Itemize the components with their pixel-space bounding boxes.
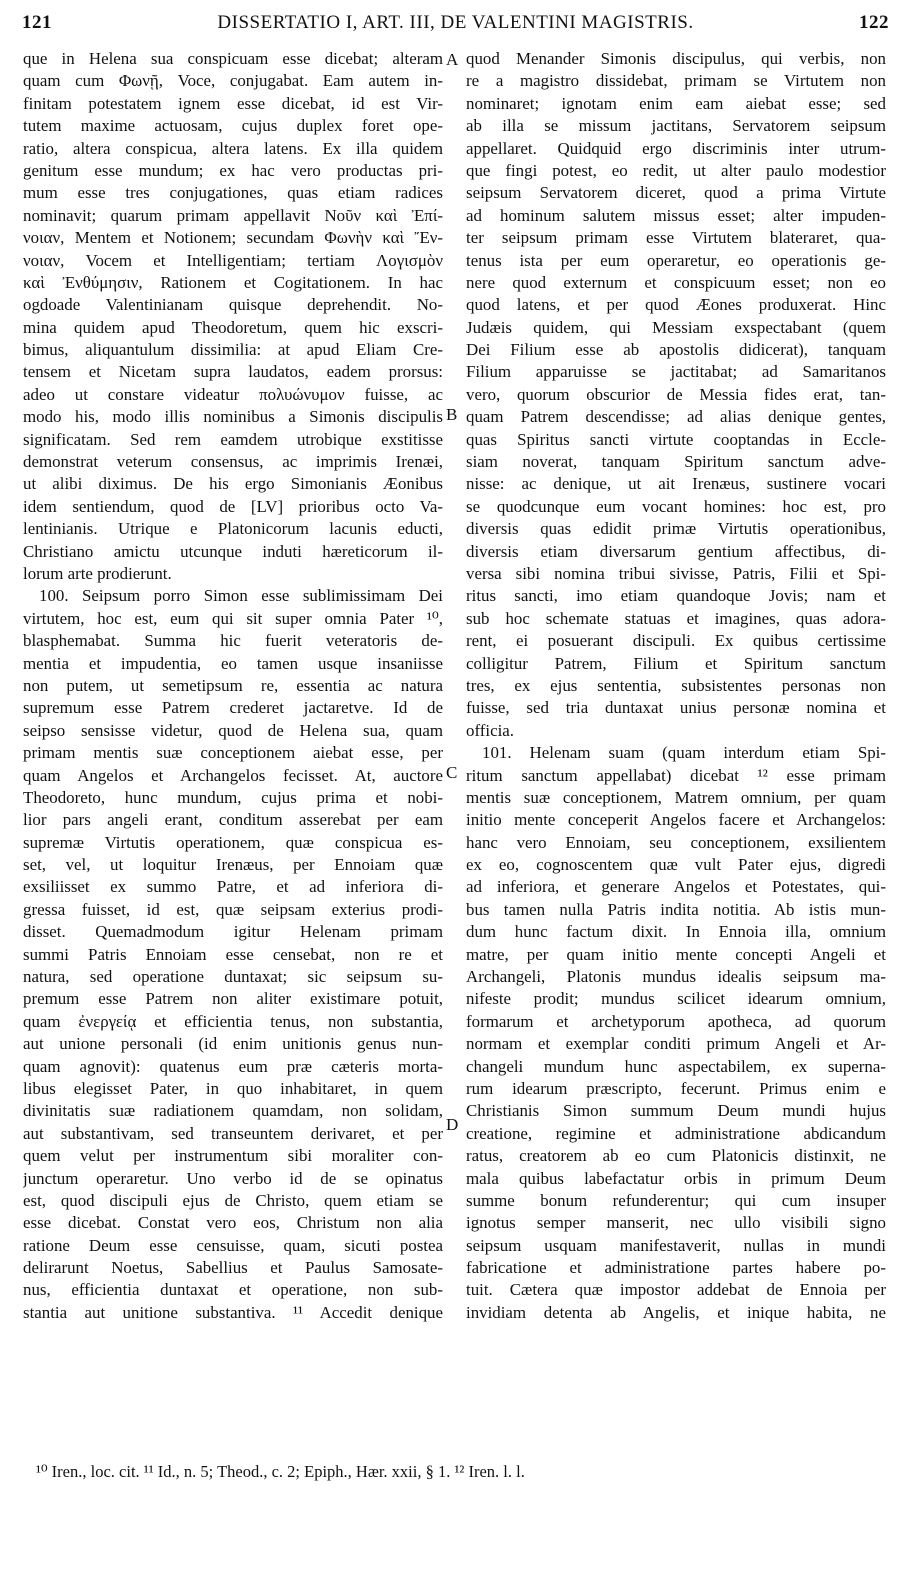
left-column-line: que in Helena sua conspicuam esse dicebat; alteram — [23, 49, 443, 68]
left-column-line: virtutem, hoc est, eum qui sit super omnia Pater ¹⁰, — [23, 608, 443, 628]
left-column-line: aut substantivam, sed transeuntem derivaret, et per — [23, 1123, 443, 1143]
right-column-line: ad hominum salutem missus esset; alter impuden- — [466, 205, 886, 225]
right-column-line: quod latens, et per quod Æones produxerat. Hinc — [466, 295, 886, 315]
left-column — [23, 48, 443, 1324]
left-column-line: stantia aut unitione substantiva. ¹¹ Accedit denique — [23, 1302, 443, 1322]
left-column-line: 100. Seipsum porro Simon esse sublimissimam Dei — [39, 586, 443, 606]
right-column-line: rum idearum præscripto, fecerunt. Primus enim e — [466, 1078, 886, 1098]
left-column-line: supremæ Virtutis operationem, quæ conspicua es- — [23, 832, 443, 852]
left-column-line: demonstrat veterum consensus, ac imprimis Irenæi, — [23, 452, 443, 472]
right-column-line: matre, per quam initio mente concepti Angeli et — [466, 944, 886, 964]
left-column-line: supremum esse Patrem crederet jactaretve. Id de — [23, 698, 443, 718]
right-column-line: sub hoc schemate statuas et imagines, quas adora- — [466, 608, 886, 628]
margin-letter-a: A — [446, 50, 459, 69]
left-column-line: tutem maxime actuosam, cujus duplex foret ope- — [23, 116, 443, 136]
left-column-line: ut alibi diximus. De his ergo Simonianis Æonibus — [23, 474, 443, 494]
left-column-line: genitum esse mundum; ex hac vero productas pri- — [23, 160, 443, 180]
right-column-line: seipsum usquam manifestaverit, nullas in mundi — [466, 1235, 886, 1255]
left-column-line: delirarunt Noetus, Sabellius et Paulus Samosate- — [23, 1258, 443, 1278]
footnotes: ¹⁰ Iren., loc. cit. ¹¹ Id., n. 5; Theod., c. 2; Epiph., Hær. xxii, § 1. ¹² Iren. l. l. — [36, 1462, 525, 1481]
right-column-line: se quodcunque eum vocant homines: hoc est, pro — [466, 496, 886, 516]
right-column-line: diversis quas edidit primæ Virtutis operationibus, — [466, 519, 886, 539]
right-column-line: Judæis quidem, qui Messiam exspectabant (quem — [466, 317, 886, 337]
left-column-line: quam agnovit): quatenus eum præ cæteris morta- — [23, 1056, 443, 1076]
right-column-line: ad inferiora, et generare Angelos et Potestates, qui- — [466, 877, 886, 897]
right-column-line: changeli mundum hunc aspectabilem, ex superna- — [466, 1056, 886, 1076]
left-column-line: finitam potestatem ignem esse dicebat, id est Vir- — [23, 93, 443, 113]
right-column-line: mala quibus labefactatur orbis in primum Deum — [466, 1168, 886, 1188]
right-column-line: formarum et archetyporum apotheca, ad quorum — [466, 1011, 886, 1031]
left-column-line: νοιαν, Mentem et Notionem; secundam Φωνὴν καὶ Ἔν- — [23, 228, 443, 248]
right-column-line: Christianis Simon summum Deum mundi hujus — [466, 1101, 886, 1121]
left-column-line: natura, sed operatione duntaxat; sic seipsum su- — [23, 967, 443, 987]
right-column-line: ritum sanctum appellabat) dicebat ¹² esse primam — [466, 765, 886, 785]
left-column-line: junctum operaretur. Uno verbo id de se opinatus — [23, 1168, 443, 1188]
right-column-line: quod Menander Simonis discipulus, qui verbis, non — [466, 49, 886, 68]
right-column-line: que fingi potest, eo redit, ut alter paulo modestior — [466, 160, 886, 180]
right-column-line: nere quod externum et conspicuum esset; non eo — [466, 272, 886, 292]
left-column-line: est, quod discipuli ejus de Christo, quem etiam se — [23, 1190, 443, 1210]
right-column-line: creatione, regimine et administratione abdicandum — [466, 1123, 886, 1143]
running-title: DISSERTATIO I, ART. III, DE VALENTINI MAGISTRIS. — [217, 12, 694, 33]
right-column-line: fabricatione et administratione partes habere po- — [466, 1258, 886, 1278]
right-column-line: officia. — [466, 720, 514, 740]
right-column-line: siam noverat, tanquam Spiritum sanctum adve- — [466, 452, 886, 472]
left-column-line: gressa fuisset, id est, quæ seipsam exterius prodi- — [23, 899, 443, 919]
right-column-line: nisse: ac denique, ut ait Irenæus, sustinere vocari — [466, 474, 886, 494]
right-column-line: mentis suæ conceptionem, Matrem omnium, per quam — [466, 787, 886, 807]
right-column-line: bus tamen nulla Patris indita notitia. Ab istis mun- — [466, 899, 886, 919]
right-column-line: nominaret; ignotam enim eam aiebat esse; sed — [466, 93, 886, 113]
left-column-line: non putem, ut semetipsum re, essentia ac natura — [23, 675, 443, 695]
right-column-line: ex eo, cognoscentem quæ vult Pater ejus, digredi — [466, 855, 886, 875]
left-column-line: summi Patris Ennoiam esse censebat, non re et — [23, 944, 443, 964]
right-column-line: vero, quorum obscurior de Messia fides erat, tan- — [466, 384, 886, 404]
right-column-line: ter seipsum primam esse Virtutem blateraret, qua- — [466, 228, 886, 248]
left-column-line: premum esse Patrem non aliter existimare potuit, — [23, 989, 443, 1009]
left-column-line: quam ἐνεργείᾳ et efficientia tenus, non substantia, — [23, 1011, 443, 1031]
margin-letter-c: C — [446, 763, 458, 782]
right-column-line: seipsum Servatorem diceret, quod a prima Virtute — [466, 183, 886, 203]
left-column-line: mina quidem apud Theodoretum, quem hic exscri- — [23, 317, 443, 337]
left-column-line: quem velut per instrumentum sibi moraliter con- — [23, 1146, 443, 1166]
right-column-line: initio mente conceperit Angelos facere et Archangelos: — [466, 810, 886, 830]
running-header — [22, 12, 889, 42]
right-column-line: ab illa se missum jactitans, Servatorem seipsum — [466, 116, 886, 136]
left-column-line: adeo ut constare videatur πολυώνυμον fuisse, ac — [23, 384, 443, 404]
right-column-line: tres, ex ejus sententia, subsistentes personas non — [466, 675, 886, 695]
left-column-line: libus elegisset Pater, in quo inhabitaret, in quem — [23, 1078, 443, 1098]
left-column-line: lior pars angeli erant, conditum asserebat per eam — [23, 810, 443, 830]
left-column-line: nus, efficientia duntaxat et operatione, non sub- — [23, 1280, 443, 1300]
left-column-line: Theodoreto, hunc mundum, cujus prima et nobi- — [23, 787, 443, 807]
right-column-line: tuit. Cætera quæ impostor addebat de Ennoia per — [466, 1280, 886, 1300]
right-column — [466, 48, 886, 1324]
right-column-line: Dei Filium esse ab apostolis didicerat), tanquam — [466, 340, 886, 360]
right-column-line: summe bonum refunderentur; qui cum insuper — [466, 1190, 886, 1210]
left-column-line: idem sentiendum, quod de [LV] prioribus octo Va- — [23, 496, 443, 516]
left-column-line: blasphemabat. Summa hic fuerit veteratoris de- — [23, 631, 443, 651]
right-column-line: diversis etiam diversarum gentium affectibus, di- — [466, 541, 886, 561]
left-column-line: seipso sensisse videtur, quod de Helena sua, quam — [23, 720, 443, 740]
left-column-line: lentinianis. Utrique e Platonicorum lacunis educti, — [23, 519, 443, 539]
left-column-line: mum esse tres conjugationes, quas etiam radices — [23, 183, 443, 203]
left-column-line: καὶ Ἐνθύμησιν, Rationem et Cogitationem. In hac — [23, 272, 443, 292]
left-column-line: tensem et Nicetam supra laudatos, eadem prorsus: — [23, 362, 443, 382]
left-column-line: exsiliisset ex summo Patre, et ad inferiora di- — [23, 877, 443, 897]
right-column-line: colligitur Patrem, Filium et Spiritum sanctum — [466, 653, 886, 673]
right-column-line: fuisse, sed tria duntaxat unius personæ nomina et — [466, 698, 886, 718]
left-column-line: quam Angelos et Archangelos fecisset. At, auctore — [23, 765, 443, 785]
right-column-line: ratus, creatorem ab eo cum Platonicis distinxit, ne — [466, 1146, 886, 1166]
right-column-line: 101. Helenam suam (quam interdum etiam Spi- — [482, 743, 886, 763]
left-column-line: Christiano amictu utcunque induti hæreticorum il- — [23, 541, 443, 561]
right-column-line: Filium apparuisse se jactitabat; ad Samaritanos — [466, 362, 886, 382]
margin-letter-b: B — [446, 405, 458, 424]
right-column-line: quas Spiritus sancti virtute cooptandas in Eccle- — [466, 429, 886, 449]
left-column-line: esse dicebat. Constat vero eos, Christum non alia — [23, 1213, 443, 1233]
right-column-line: ignotus semper manserit, nec ullo visibili signo — [466, 1213, 886, 1233]
right-column-line: quam Patrem descendisse; ad alias denique gentes, — [466, 407, 886, 427]
left-column-line: divinitatis suæ radiationem quamdam, non solidam, — [23, 1101, 443, 1121]
left-column-line: nominavit; quarum primam appellavit Νοῦν καὶ Ἐπί- — [23, 205, 443, 225]
right-column-line: nifeste prodit; mundus scilicet idearum omnium, — [466, 989, 886, 1009]
right-column-line: tenus ista per eum operaretur, eo operationis ge- — [466, 250, 886, 270]
left-column-line: aut unione personali (id enim unitionis genus nun- — [23, 1034, 443, 1054]
left-column-line: quam cum Φωνῇ, Voce, conjugabat. Eam autem in- — [23, 71, 443, 91]
left-column-line: νοιαν, Vocem et Intelligentiam; tertiam Λογισμὸν — [23, 250, 443, 270]
right-column-line: Archangeli, Platonis mundus idealis seipsum ma- — [466, 967, 886, 987]
right-column-line: rent, ei posuerant discipuli. Ex quibus certissime — [466, 631, 886, 651]
right-column-line: appellaret. Quidquid ergo discriminis inter utrum- — [466, 138, 886, 158]
left-column-line: set, vel, ut loquitur Irenæus, per Ennoiam quæ — [23, 855, 443, 875]
right-page-number: 122 — [859, 12, 889, 33]
right-column-line: ritus sancti, imo etiam quandoque Jovis; nam et — [466, 586, 886, 606]
left-column-line: primam mentis suæ conceptionem aiebat esse, per — [23, 743, 443, 763]
left-column-line: lorum arte prodierunt. — [23, 563, 172, 583]
left-page-number: 121 — [22, 12, 52, 33]
right-column-line: dum hunc factum dixit. In Ennoia illa, omnium — [466, 922, 886, 942]
right-column-line: invidiam detenta ab Angelis, et inique habita, ne — [466, 1302, 886, 1322]
right-column-line: hanc vero Ennoiam, seu conceptionem, exsilientem — [466, 832, 886, 852]
left-column-line: mentia et impudentia, eo tamen usque insaniisse — [23, 653, 443, 673]
left-column-line: modo his, modo illis nominibus a Simonis discipulis — [23, 407, 443, 427]
left-column-line: disset. Quemadmodum igitur Helenam primam — [23, 922, 443, 942]
left-column-line: ratione Deum esse censuisse, quam, sicuti postea — [23, 1235, 443, 1255]
right-column-line: re a magistro dissidebat, primam se Virtutem non — [466, 71, 886, 91]
left-column-line: ratio, altera conspicua, altera latens. Ex illa quidem — [23, 138, 443, 158]
margin-letter-d: D — [446, 1115, 459, 1134]
left-column-line: significatam. Sed rem eamdem utrobique exstitisse — [23, 429, 443, 449]
right-column-line: versa sibi nomina tribui sivisse, Patris, Filii et Spi- — [466, 563, 886, 583]
right-column-line: normam et exemplar conditi primum Angeli et Ar- — [466, 1034, 886, 1054]
left-column-line: bimus, aliquantulum dissimilia: at apud Eliam Cre- — [23, 340, 443, 360]
left-column-line: ogdoade Valentinianam quisque deprehendit. No- — [23, 295, 443, 315]
